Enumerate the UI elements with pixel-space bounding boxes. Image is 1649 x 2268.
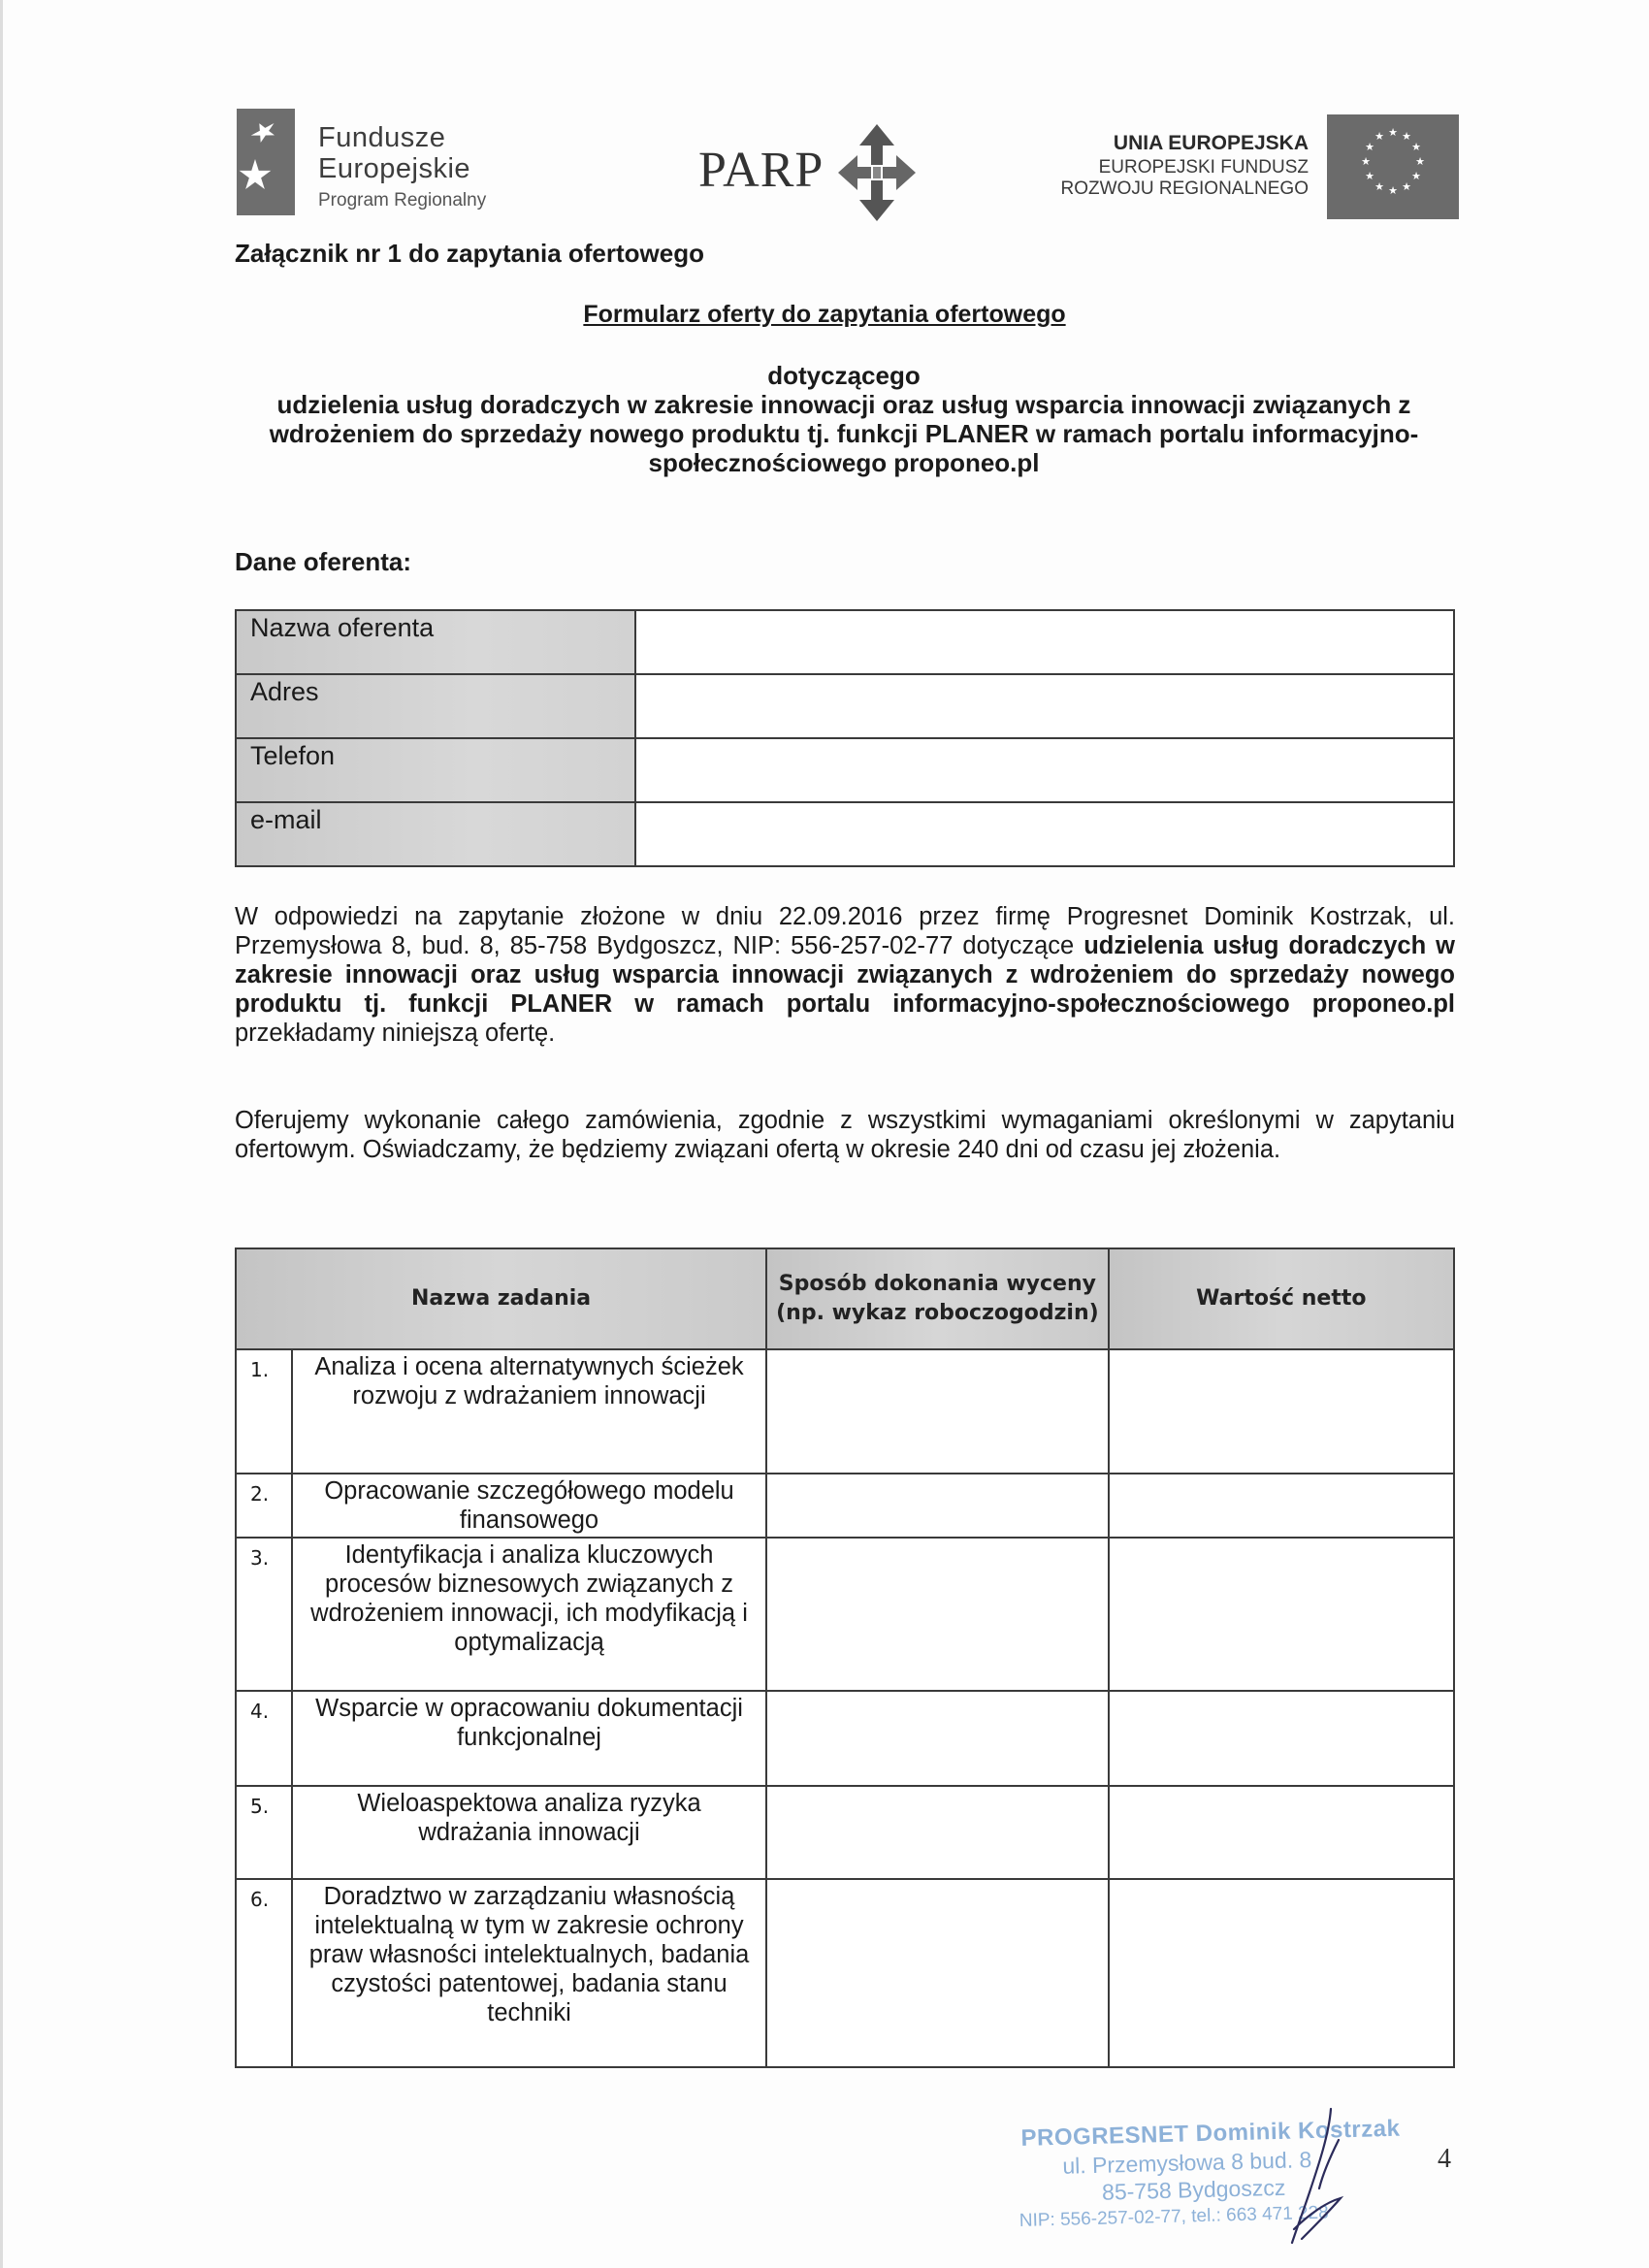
svg-text:★: ★ [1411, 141, 1421, 153]
fe-logo-line1: Fundusze [318, 122, 446, 153]
row-value-cell[interactable] [1109, 1349, 1454, 1474]
row-number: 6. [236, 1879, 292, 2067]
bidder-label-address: Adres [236, 674, 635, 738]
stamp-line2: ul. Przemysłowa 8 bud. 8 [1062, 2147, 1312, 2179]
row-number: 2. [236, 1474, 292, 1538]
stamp-line1: PROGRESNET Dominik Kostrzak [1020, 2115, 1401, 2152]
header-task-name: Nazwa zadania [236, 1248, 766, 1349]
fe-logo-line3: Program Regionalny [318, 190, 487, 211]
row-task: Analiza i ocena alternatywnych ścieżek rozwoju z wdrażaniem innowacji [292, 1349, 766, 1474]
row-method-cell[interactable] [766, 1691, 1109, 1786]
parp-arrows-icon [838, 124, 916, 221]
header-pricing-method-line2: (np. wykaz roboczogodzin) [776, 1301, 1099, 1325]
row-method-cell[interactable] [766, 1349, 1109, 1474]
bidder-row-email [236, 802, 1454, 866]
bidder-row-name [236, 610, 1454, 674]
svg-text:★: ★ [1365, 141, 1374, 153]
table-row [236, 1879, 1454, 2067]
table-row [236, 1786, 1454, 1879]
row-task: Opracowanie szczegółowego modelu finansowego [292, 1474, 766, 1538]
row-value-cell[interactable] [1109, 1474, 1454, 1538]
svg-text:★: ★ [1388, 126, 1398, 139]
offer-table-header [236, 1248, 1454, 1349]
row-method-cell[interactable] [766, 1538, 1109, 1691]
response-paragraph [235, 902, 1455, 1048]
row-value-cell[interactable] [1109, 1786, 1454, 1879]
row-method-cell[interactable] [766, 1786, 1109, 1879]
svg-text:★: ★ [1411, 170, 1421, 182]
row-task: Doradztwo w zarządzaniu własnością intelektualną w tym w zakresie ochrony praw własności intelektualnych, badania czystości patentowej, badania stanu techniki [292, 1879, 766, 2067]
header-pricing-method [766, 1248, 1109, 1349]
row-number: 4. [236, 1691, 292, 1786]
svg-text:★: ★ [1361, 155, 1371, 168]
svg-text:★: ★ [1402, 180, 1411, 193]
header-pricing-method-line1: Sposób dokonania wyceny [778, 1272, 1096, 1296]
row-value-cell[interactable] [1109, 1879, 1454, 2067]
subject-text: udzielenia usług doradczych w zakresie innowacji oraz usług wsparcia innowacji związanych z wdrożeniem do sprzedaży nowego produktu tj. funkcji PLANER w ramach portalu informacyjno-społecznościowego proponeo.pl [269, 390, 1419, 477]
row-value-cell[interactable] [1109, 1538, 1454, 1691]
fundusze-europejskie-logo [237, 109, 518, 223]
eu-logo [1060, 114, 1459, 221]
row-number: 1. [236, 1349, 292, 1474]
bidder-label-email: e-mail [236, 802, 635, 866]
eu-flag-icon [1327, 114, 1459, 219]
bidder-label-name: Nazwa oferenta [236, 610, 635, 674]
scan-edge [0, 0, 3, 2268]
svg-text:★: ★ [1388, 184, 1398, 197]
bidder-section-label: Dane oferenta: [235, 547, 412, 576]
row-task: Identyfikacja i analiza kluczowych procesów biznesowych związanych z wdrożeniem innowacji, ich modyfikacją i optymalizacją [292, 1538, 766, 1691]
table-row [236, 1538, 1454, 1691]
parp-logo-text: PARP [698, 143, 824, 198]
bidder-value-name[interactable] [635, 610, 1454, 674]
offer-table [235, 1247, 1455, 2068]
eu-logo-line1: UNIA EUROPEJSKA [1113, 132, 1309, 154]
stamp-line4: NIP: 556-257-02-77, tel.: 663 471 228 [1018, 2202, 1330, 2231]
fe-logo-line2: Europejskie [318, 153, 471, 184]
handwritten-signature [1280, 2105, 1358, 2251]
subject-block [223, 361, 1465, 477]
row-number: 3. [236, 1538, 292, 1691]
response-text-end: przekładamy niniejszą ofertę. [235, 1020, 556, 1047]
response-text-start: W odpowiedzi na zapytanie złożone w dniu 22.09.2016 przez firmę Progresnet Dominik Kostrzak, ul. Przemysłowa 8, bud. 8, 85-758 Bydgoszcz, NIP: 556-257-02-77 dotyczące [235, 903, 1455, 959]
bidder-row-phone [236, 738, 1454, 802]
bidder-value-address[interactable] [635, 674, 1454, 738]
bidder-table [235, 609, 1455, 867]
parp-logo [698, 124, 922, 221]
annex-title: Załącznik nr 1 do zapytania ofertowego [235, 239, 704, 268]
row-method-cell[interactable] [766, 1474, 1109, 1538]
response-text-bold: udzielenia usług doradczych w zakresie innowacji oraz usług wsparcia innowacji związanych z wdrożeniem do sprzedaży nowego produktu tj. funkcji PLANER w ramach portalu informacyjno-społecznościowego proponeo.pl [235, 932, 1455, 1018]
svg-text:★: ★ [1365, 170, 1374, 182]
row-number: 5. [236, 1786, 292, 1879]
form-title: Formularz oferty do zapytania ofertowego [583, 301, 1066, 328]
row-task: Wsparcie w opracowaniu dokumentacji funkcjonalnej [292, 1691, 766, 1786]
fe-flag-icon [237, 109, 295, 215]
row-task: Wieloaspektowa analiza ryzyka wdrażania innowacji [292, 1786, 766, 1879]
stamp-line3: 85-758 Bydgoszcz [1101, 2174, 1286, 2205]
svg-text:★: ★ [1402, 130, 1411, 143]
bidder-row-address [236, 674, 1454, 738]
bidder-value-phone[interactable] [635, 738, 1454, 802]
eu-logo-line2: EUROPEJSKI FUNDUSZ [1098, 157, 1309, 178]
svg-text:★: ★ [1374, 180, 1384, 193]
svg-text:★: ★ [1415, 155, 1425, 168]
eu-logo-line3: ROZWOJU REGIONALNEGO [1060, 178, 1309, 199]
svg-text:★: ★ [1374, 130, 1384, 143]
bidder-label-phone: Telefon [236, 738, 635, 802]
offer-paragraph: Oferujemy wykonanie całego zamówienia, zgodnie z wszystkimi wymaganiami określonymi w zapytaniu ofertowym. Oświadczamy, że będziemy związani ofertą w okresie 240 dni od czasu jej złożenia. [235, 1107, 1455, 1163]
row-value-cell[interactable] [1109, 1691, 1454, 1786]
bidder-value-email[interactable] [635, 802, 1454, 866]
row-method-cell[interactable] [766, 1879, 1109, 2067]
table-row [236, 1474, 1454, 1538]
subject-lead: dotyczącego [767, 361, 921, 390]
table-row [236, 1349, 1454, 1474]
table-row [236, 1691, 1454, 1786]
page-number: 4 [1438, 2144, 1451, 2174]
header-net-value: Wartość netto [1109, 1248, 1454, 1349]
